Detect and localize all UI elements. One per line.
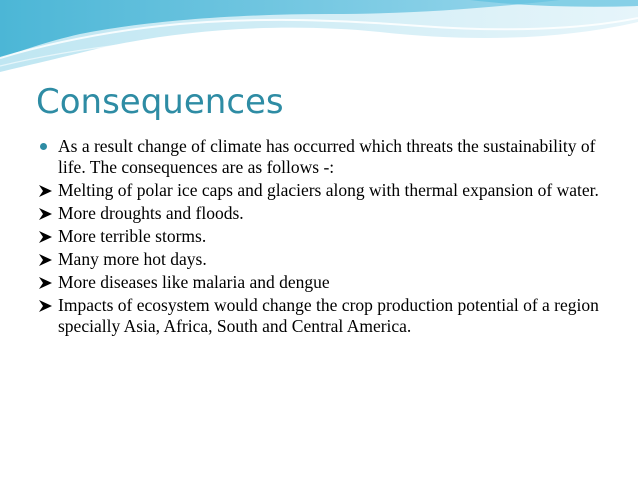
- list-item-text: As a result change of climate has occurred which threats the sustainability of life. The consequences are as follows -:: [58, 136, 596, 177]
- list-item-text: More terrible storms.: [58, 226, 207, 246]
- list-item: [38, 203, 608, 224]
- arrow-bullet-icon: [38, 226, 54, 247]
- list-item-text: Many more hot days.: [58, 249, 207, 269]
- arrow-bullet-icon: [38, 272, 54, 293]
- bullet-list: [38, 136, 608, 339]
- list-item: [38, 226, 608, 247]
- list-item: [38, 136, 608, 178]
- list-item: [38, 249, 608, 270]
- list-item: [38, 180, 608, 201]
- list-item-text: More droughts and floods.: [58, 203, 244, 223]
- list-item-text: More diseases like malaria and dengue: [58, 272, 330, 292]
- arrow-bullet-icon: [38, 249, 54, 270]
- arrow-bullet-icon: [38, 203, 54, 224]
- list-item: [38, 272, 608, 293]
- arrow-bullet-icon: [38, 295, 54, 316]
- header-wave-decoration: [0, 0, 638, 75]
- arrow-bullet-icon: [38, 180, 54, 201]
- list-item: [38, 295, 608, 337]
- bullet-dot-icon: [38, 136, 54, 157]
- list-item-text: Impacts of ecosystem would change the crop production potential of a region specially Asia, Africa, South and Central America.: [58, 295, 599, 336]
- list-item-text: Melting of polar ice caps and glaciers along with thermal expansion of water.: [58, 180, 599, 200]
- slide-title: Consequences: [36, 82, 284, 122]
